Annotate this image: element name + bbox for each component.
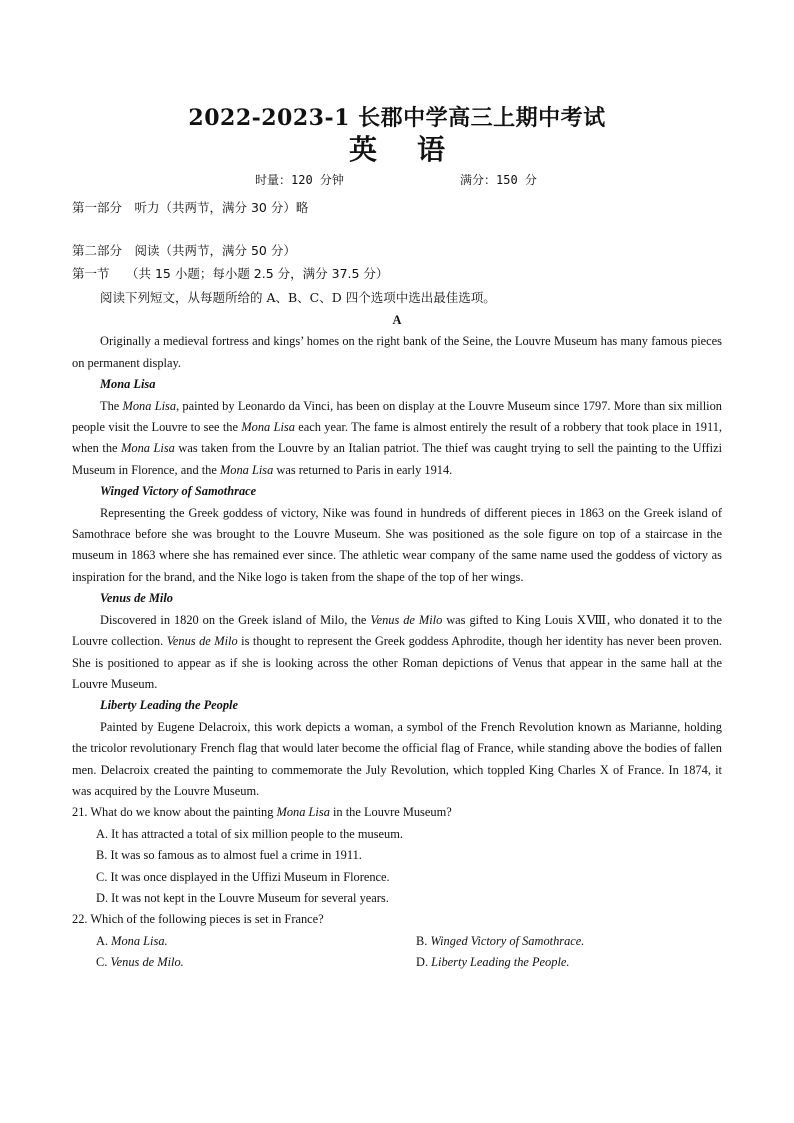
- question-21-option-d: D. It was not kept in the Louvre Museum for several years.: [96, 890, 389, 905]
- exam-title: 2022-2023-1 长郡中学高三上期中考试: [188, 105, 606, 131]
- instruction: 阅读下列短文，从每题所给的 A、B、C、D 四个选项中选出最佳选项。: [100, 290, 496, 305]
- question-22-options-row-1: [72, 931, 722, 952]
- subject-char-1: 英: [348, 133, 377, 166]
- heading-mona-lisa: Mona Lisa: [100, 377, 156, 392]
- heading-winged-victory: Winged Victory of Samothrace: [100, 484, 257, 499]
- part-one-heading: 第一部分 听力（共两节，满分 30 分）略: [72, 200, 309, 215]
- question-22-option-b: B. Winged Victory of Samothrace.: [416, 933, 585, 948]
- subject-char-2: 语: [417, 133, 446, 166]
- question-22-options-row-2: [72, 952, 722, 973]
- question-22-option-c: C. Venus de Milo.: [96, 955, 184, 970]
- question-21-stem: 21. What do we know about the painting Mona Lisa in the Louvre Museum?: [72, 805, 452, 820]
- paragraph-venus-de-milo: Discovered in 1820 on the Greek island of Milo, the Venus de Milo was gifted to King Louis XⅧ, who donated it to the Louvre collection. Venus de Milo is thought to represent the Greek goddess Aphrodite, though her identity has never been proven. She is positioned to appear as if she is looking across the other Roman depictions of Venus that appear in the same hall at the Louvre Museum.: [72, 612, 722, 691]
- section-one-heading: 第一节 （共 15 小题；每小题 2.5 分，满分 37.5 分）: [72, 266, 389, 281]
- subject-title: [0, 128, 794, 168]
- passage-letter: A: [392, 313, 402, 327]
- question-22-stem: 22. Which of the following pieces is set in France?: [72, 912, 324, 927]
- paragraph-liberty: Painted by Eugene Delacroix, this work depicts a woman, a symbol of the French Revolution known as Marianne, holding the tricolor revolutionary French flag that would later become the official flag of France, while standing above the bodies of fallen men. Delacroix created the painting to commemorate the July Revolution, which toppled King Charles X of France. In 1874, it was acquired by the Louvre Museum.: [72, 719, 722, 798]
- question-21-option-b: B. It was so famous as to almost fuel a crime in 1911.: [96, 848, 362, 863]
- full-score: 满分：150 分: [460, 173, 537, 187]
- question-21-option-c: C. It was once displayed in the Uffizi Museum in Florence.: [96, 869, 390, 884]
- paragraph-winged-victory: Representing the Greek goddess of victory, Nike was found in hundreds of different pieces in 1863 on the Greek island of Samothrace before she was brought to the Louvre Museum. She was positioned as the sole figure on top of a staircase in the museum in 1863 where she has remained ever since. The athletic wear company of the same name used the goddess of victory as inspiration for the brand, and the Nike logo is taken from the shape of the top of her wings.: [72, 505, 722, 584]
- heading-venus-de-milo: Venus de Milo: [100, 591, 173, 606]
- paragraph-mona-lisa: The Mona Lisa, painted by Leonardo da Vinci, has been on display at the Louvre Museum since 1797. More than six million people visit the Louvre to see the Mona Lisa each year. The fame is almost entirely the result of a robbery that took place in 1911, when the Mona Lisa was taken from the Louvre by an Italian patriot. The thief was caught trying to sell the painting to the Uffizi Museum in Florence, and the Mona Lisa was returned to Paris in early 1914.: [72, 398, 723, 477]
- question-22-option-a: A. Mona Lisa.: [96, 933, 168, 948]
- heading-liberty: Liberty Leading the People: [100, 698, 238, 713]
- question-21-option-a: A. It has attracted a total of six million people to the museum.: [96, 826, 403, 841]
- time-limit: 时量：120 分钟: [255, 173, 344, 187]
- passage-intro: Originally a medieval fortress and kings’ homes on the right bank of the Seine, the Louvre Museum has many famous pieces on permanent display.: [72, 334, 722, 370]
- part-two-heading: 第二部分 阅读（共两节，满分 50 分）: [72, 243, 296, 258]
- passage-body: [72, 310, 722, 974]
- question-22-option-d: D. Liberty Leading the People.: [416, 955, 570, 970]
